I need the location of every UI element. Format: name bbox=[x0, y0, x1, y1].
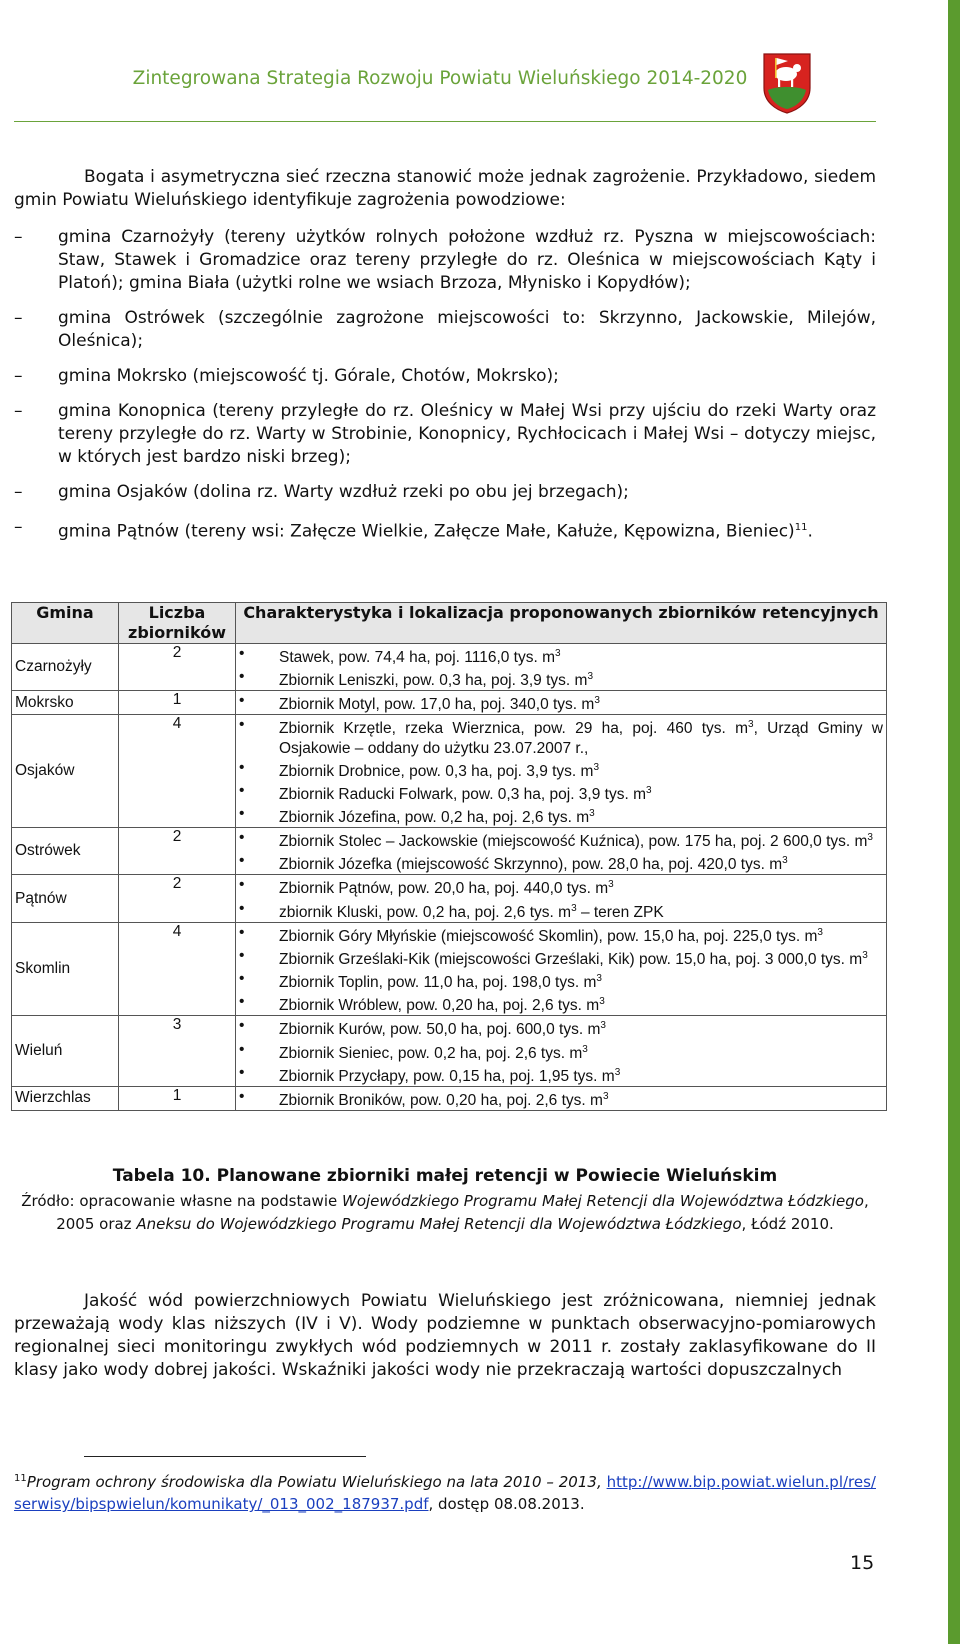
reservoir-item: • Zbiornik Motyl, pow. 17,0 ha, poj. 340,0 tys. $m^3$ bbox=[239, 691, 883, 714]
cell-description bbox=[236, 644, 887, 691]
reservoir-item: • Zbiornik Krzętle, rzeka Wierznica, pow. 29 ha, poj. 460 tys. $m^3$, Urząd Gminy w Osjakowie – oddany do użytku 23.07.2007 r., bbox=[239, 715, 883, 757]
reservoir-item: • Zbiornik Raducki Folwark, pow. 0,3 ha, poj. 3,9 tys. $m^3$ bbox=[239, 781, 883, 804]
cell-count: 1 bbox=[119, 691, 236, 715]
list-dash: – bbox=[14, 366, 23, 386]
list-dash: – bbox=[14, 517, 23, 537]
reservoir-item: • Zbiornik Toplin, pow. 11,0 ha, poj. 198,0 tys. $m^3$ bbox=[239, 969, 883, 992]
cell-gmina: Osjaków bbox=[12, 715, 119, 828]
reservoir-item: • Zbiornik Sieniec, pow. 0,2 ha, poj. 2,6 tys. $m^3$ bbox=[239, 1040, 883, 1063]
intro-paragraph: Bogata i asymetryczna sieć rzeczna stanowić może jednak zagrożenie. Przykładowo, siedem gmin Powiatu Wieluńskiego identyfikuje zagrożenia powodziowe: bbox=[14, 167, 876, 210]
header-title: Zintegrowana Strategia Rozwoju Powiatu Wieluńskiego 2014-2020 bbox=[132, 68, 748, 89]
table-row bbox=[12, 875, 887, 922]
table-source: Źródło: opracowanie własne na podstawie Wojewódzkiego Programu Małej Retencji dla Województwa Łódzkiego, 2005 oraz Aneksu do Wojewódzkiego Programu Małej Retencji dla Województwa Łódzkiego, Łódź 2010. bbox=[21, 1192, 869, 1233]
cell-gmina: Pątnów bbox=[12, 875, 119, 922]
flood-risk-list bbox=[14, 226, 876, 556]
reservoir-item: • zbiornik Kluski, pow. 0,2 ha, poj. 2,6 tys. $m^3$ – teren ZPK bbox=[239, 899, 883, 922]
reservoir-item: • Zbiornik Leniszki, pow. 0,3 ha, poj. 3,9 tys. $m^3$ bbox=[239, 667, 883, 690]
reservoir-item: • Zbiornik Przycłapy, pow. 0,15 ha, poj. 1,95 tys. $m^3$ bbox=[239, 1063, 883, 1086]
reservoir-item: • Zbiornik Kurów, pow. 50,0 ha, poj. 600,0 tys. $m^3$ bbox=[239, 1016, 883, 1039]
list-item: – gmina Osjaków (dolina rz. Warty wzdłuż rzeki po obu jej brzegach); bbox=[14, 482, 629, 502]
cell-description bbox=[236, 1016, 887, 1086]
cell-count: 1 bbox=[119, 1086, 236, 1110]
footnote-title: Program ochrony środowiska dla Powiatu Wieluńskiego na lata 2010 – 2013, bbox=[26, 1473, 602, 1491]
reservoir-table bbox=[11, 602, 887, 1111]
table-body bbox=[12, 644, 887, 1111]
coat-of-arms-icon bbox=[762, 52, 812, 114]
cell-description bbox=[236, 1086, 887, 1110]
footnote-link[interactable]: http://www.bip.powiat.wielun.pl/res/ serwisy/bipspwielun/komunikaty/_013_002_187937.pdf bbox=[14, 1473, 876, 1513]
list-dash: – bbox=[14, 482, 23, 502]
cell-count: 2 bbox=[119, 828, 236, 875]
page-edge-bar bbox=[948, 0, 960, 1644]
table-row bbox=[12, 828, 887, 875]
reservoir-item: • Zbiornik Józefina, pow. 0,2 ha, poj. 2,6 tys. $m^3$ bbox=[239, 804, 883, 827]
page-number: 15 bbox=[850, 1552, 875, 1574]
cell-gmina: Czarnożyły bbox=[12, 644, 119, 691]
list-dash: – bbox=[14, 308, 23, 328]
cell-description bbox=[236, 875, 887, 922]
reservoir-item: • Stawek, pow. 74,4 ha, poj. 1116,0 tys. $m^3$ bbox=[239, 644, 883, 667]
cell-gmina: Wierzchlas bbox=[12, 1086, 119, 1110]
reservoir-item: • Zbiornik Grześlaki-Kik (miejscowości Grześlaki, Kik) pow. 15,0 ha, poj. 3 000,0 tys. $m^3$ bbox=[239, 946, 883, 969]
cell-count: 3 bbox=[119, 1016, 236, 1086]
table-row bbox=[12, 1086, 887, 1110]
cell-gmina: Wieluń bbox=[12, 1016, 119, 1086]
column-header-description: Charakterystyka i lokalizacja proponowanych zbiorników retencyjnych bbox=[236, 603, 887, 644]
column-header-count: Liczba zbiorników bbox=[119, 603, 236, 644]
cell-gmina: Skomlin bbox=[12, 922, 119, 1016]
list-item: – gmina Pątnów (tereny wsi: Załęcze Wielkie, Załęcze Małe, Kałuże, Kępowizna, Bieniec)$^{11}$. bbox=[14, 517, 813, 542]
reservoir-item: • Zbiornik Pątnów, pow. 20,0 ha, poj. 440,0 tys. $m^3$ bbox=[239, 875, 883, 898]
cell-count: 2 bbox=[119, 644, 236, 691]
table-row bbox=[12, 715, 887, 828]
closing-paragraph: Jakość wód powierzchniowych Powiatu Wieluńskiego jest zróżnicowana, niemniej jednak przeważają wody klas niższych (IV i V). Wody podziemne w punktach obserwacyjno-pomiarowych regionalnej sieci monitoringu zwykłych wód podziemnych w 2011 r. zostały zaklasyfikowane do II klasy jako wody dobrej jakości. Wskaźniki jakości wody nie przekraczają wartości dopuszczalnych bbox=[14, 1291, 876, 1380]
cell-description bbox=[236, 922, 887, 1016]
header-divider bbox=[14, 121, 876, 122]
reservoir-item: • Zbiornik Drobnice, pow. 0,3 ha, poj. 3,9 tys. $m^3$ bbox=[239, 758, 883, 781]
list-dash: – bbox=[14, 401, 23, 421]
list-item: – gmina Konopnica (tereny przyległe do rz. Oleśnicy w Małej Wsi przy ujściu do rzeki Warty oraz tereny przyległe do rz. Warty w Strobinie, Konopnicy, Rychłocicach i Małej Wsi – dotyczy miejsc, w których jest bardzo niski brzeg); bbox=[14, 401, 876, 467]
cell-count: 2 bbox=[119, 875, 236, 922]
reservoir-item: • Zbiornik Stolec – Jackowskie (miejscowość Kuźnica), pow. 175 ha, poj. 2 600,0 tys. $m^3$ bbox=[239, 828, 883, 851]
cell-gmina: Mokrsko bbox=[12, 691, 119, 715]
table-caption: Tabela 10. Planowane zbiorniki małej retencji w Powiecie Wieluńskim bbox=[112, 1166, 778, 1186]
reservoir-item: • Zbiornik Broników, pow. 0,20 ha, poj. 2,6 tys. $m^3$ bbox=[239, 1087, 883, 1110]
cell-gmina: Ostrówek bbox=[12, 828, 119, 875]
footnote: $^{11}$Program ochrony środowiska dla Powiatu Wieluńskiego na lata 2010 – 2013, http://www.bip.powiat.wielun.pl/res/ serwisy/bipspwielun/komunikaty/_013_002_187937.pdf, dostęp 08.08.2013. bbox=[14, 1473, 876, 1513]
cell-description bbox=[236, 828, 887, 875]
table-row bbox=[12, 691, 887, 715]
footnote-ref: 11 bbox=[794, 522, 808, 533]
list-item: – gmina Mokrsko (miejscowość tj. Górale, Chotów, Mokrsko); bbox=[14, 366, 559, 386]
table-row bbox=[12, 922, 887, 1016]
list-item: – gmina Czarnożyły (tereny użytków rolnych położone wzdłuż rz. Pyszna w miejscowościach: Staw, Stawek i Gromadzice oraz tereny przyległe do rz. Oleśnica w miejscowościach Kąty i Platoń); gmina Biała (użytki rolne we wsiach Brzoza, Młynisko i Kopydłów); bbox=[14, 227, 876, 293]
reservoir-item: • Zbiornik Góry Młyńskie (miejscowość Skomlin), pow. 15,0 ha, poj. 225,0 tys. $m^3$ bbox=[239, 923, 883, 946]
list-dash: – bbox=[14, 227, 23, 247]
table-row bbox=[12, 1016, 887, 1086]
table-row bbox=[12, 644, 887, 691]
list-item: – gmina Ostrówek (szczególnie zagrożone miejscowości to: Skrzynno, Jackowskie, Milejów, Oleśnica); bbox=[14, 308, 876, 351]
cell-count: 4 bbox=[119, 715, 236, 828]
reservoir-item: • Zbiornik Józefka (miejscowość Skrzynno), pow. 28,0 ha, poj. 420,0 tys. $m^3$ bbox=[239, 851, 883, 874]
reservoir-item: • Zbiornik Wróblew, pow. 0,20 ha, poj. 2,6 tys. $m^3$ bbox=[239, 992, 883, 1015]
cell-description bbox=[236, 715, 887, 828]
column-header-gmina: Gmina bbox=[12, 603, 119, 644]
footnote-divider bbox=[84, 1456, 366, 1457]
cell-count: 4 bbox=[119, 922, 236, 1016]
cell-description bbox=[236, 691, 887, 715]
footnote-mark: 11 bbox=[14, 1473, 27, 1484]
